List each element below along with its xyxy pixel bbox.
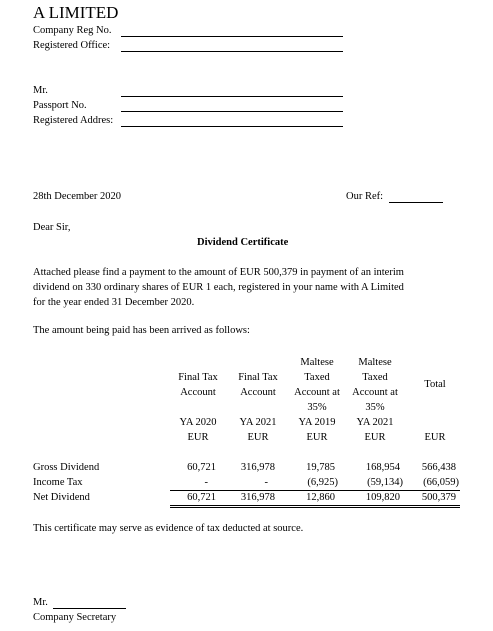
column-header-line: Account at (352, 387, 398, 398)
registered-address-label: Registered Addres: (33, 115, 114, 126)
column-header-line: Taxed (304, 372, 330, 383)
column-header-line: 35% (307, 402, 327, 413)
column-currency: EUR (306, 432, 328, 443)
paragraph-line: Attached please find a payment to the amount of EUR 500,379 in payment of an interim (33, 267, 404, 278)
total-rule-bottom (170, 507, 460, 508)
column-header-line: Final Tax (178, 372, 218, 383)
letter-date: 28th December 2020 (33, 191, 122, 202)
row-label: Gross Dividend (33, 462, 100, 473)
table-cell: 566,438 (421, 462, 456, 473)
column-header-line: Maltese (358, 357, 392, 368)
paragraph-line: for the year ended 31 December 2020. (33, 297, 195, 308)
closing-statement: This certificate may serve as evidence of tax deducted at source. (33, 523, 304, 534)
registered-office-line (121, 51, 343, 52)
column-header-line: Total (424, 379, 446, 390)
signature-role: Company Secretary (33, 612, 117, 623)
our-ref-label: Our Ref: (346, 191, 384, 202)
column-ya: YA 2021 (239, 417, 277, 428)
column-header-line: Final Tax (238, 372, 278, 383)
registered-address-line (121, 126, 343, 127)
salutation: Dear Sir, (33, 222, 71, 233)
column-ya: YA 2020 (179, 417, 217, 428)
column-ya: YA 2021 (356, 417, 394, 428)
certificate-title: Dividend Certificate (197, 237, 289, 248)
table-cell: 316,978 (240, 492, 275, 503)
company-reg-line (121, 36, 343, 37)
passport-label: Passport No. (33, 100, 87, 111)
column-header-line: Account at (294, 387, 340, 398)
recipient-title-label: Mr. (33, 85, 48, 96)
row-label: Net Dividend (33, 492, 90, 503)
table-cell: 60,721 (187, 492, 216, 503)
column-currency: EUR (424, 432, 446, 443)
column-header-line: Account (240, 387, 276, 398)
row-label: Income Tax (33, 477, 83, 488)
company-name: A LIMITED (33, 3, 119, 22)
our-ref-line (389, 202, 443, 203)
table-cell: (6,925) (307, 477, 338, 488)
company-reg-label: Company Reg No. (33, 25, 112, 36)
column-header-line: Taxed (362, 372, 388, 383)
table-cell: - (264, 477, 268, 488)
passport-line (121, 111, 343, 112)
column-header-line: Maltese (300, 357, 334, 368)
paragraph-line: dividend on 330 ordinary shares of EUR 1 each, registered in your name with A Limited (33, 282, 404, 293)
column-header-line: Account (180, 387, 216, 398)
table-cell: 168,954 (365, 462, 400, 473)
column-ya: YA 2019 (298, 417, 336, 428)
total-rule-top (170, 505, 460, 506)
signature-line (53, 608, 126, 609)
column-currency: EUR (187, 432, 209, 443)
recipient-name-line (121, 96, 343, 97)
column-currency: EUR (364, 432, 386, 443)
table-cell: (66,059) (423, 477, 459, 488)
table-cell: (59,134) (367, 477, 403, 488)
table-cell: 109,820 (365, 492, 400, 503)
table-cell: 19,785 (306, 462, 335, 473)
table-cell: 12,860 (306, 492, 335, 503)
table-cell: 500,379 (421, 492, 456, 503)
registered-office-label: Registered Office: (33, 40, 111, 51)
table-cell: 316,978 (240, 462, 275, 473)
signature-name-label: Mr. (33, 597, 48, 608)
subtotal-rule (170, 490, 460, 491)
table-cell: 60,721 (187, 462, 216, 473)
paragraph-arrived: The amount being paid has been arrived as follows: (33, 325, 250, 336)
column-header-line: 35% (365, 402, 385, 413)
table-cell: - (204, 477, 208, 488)
column-currency: EUR (247, 432, 269, 443)
